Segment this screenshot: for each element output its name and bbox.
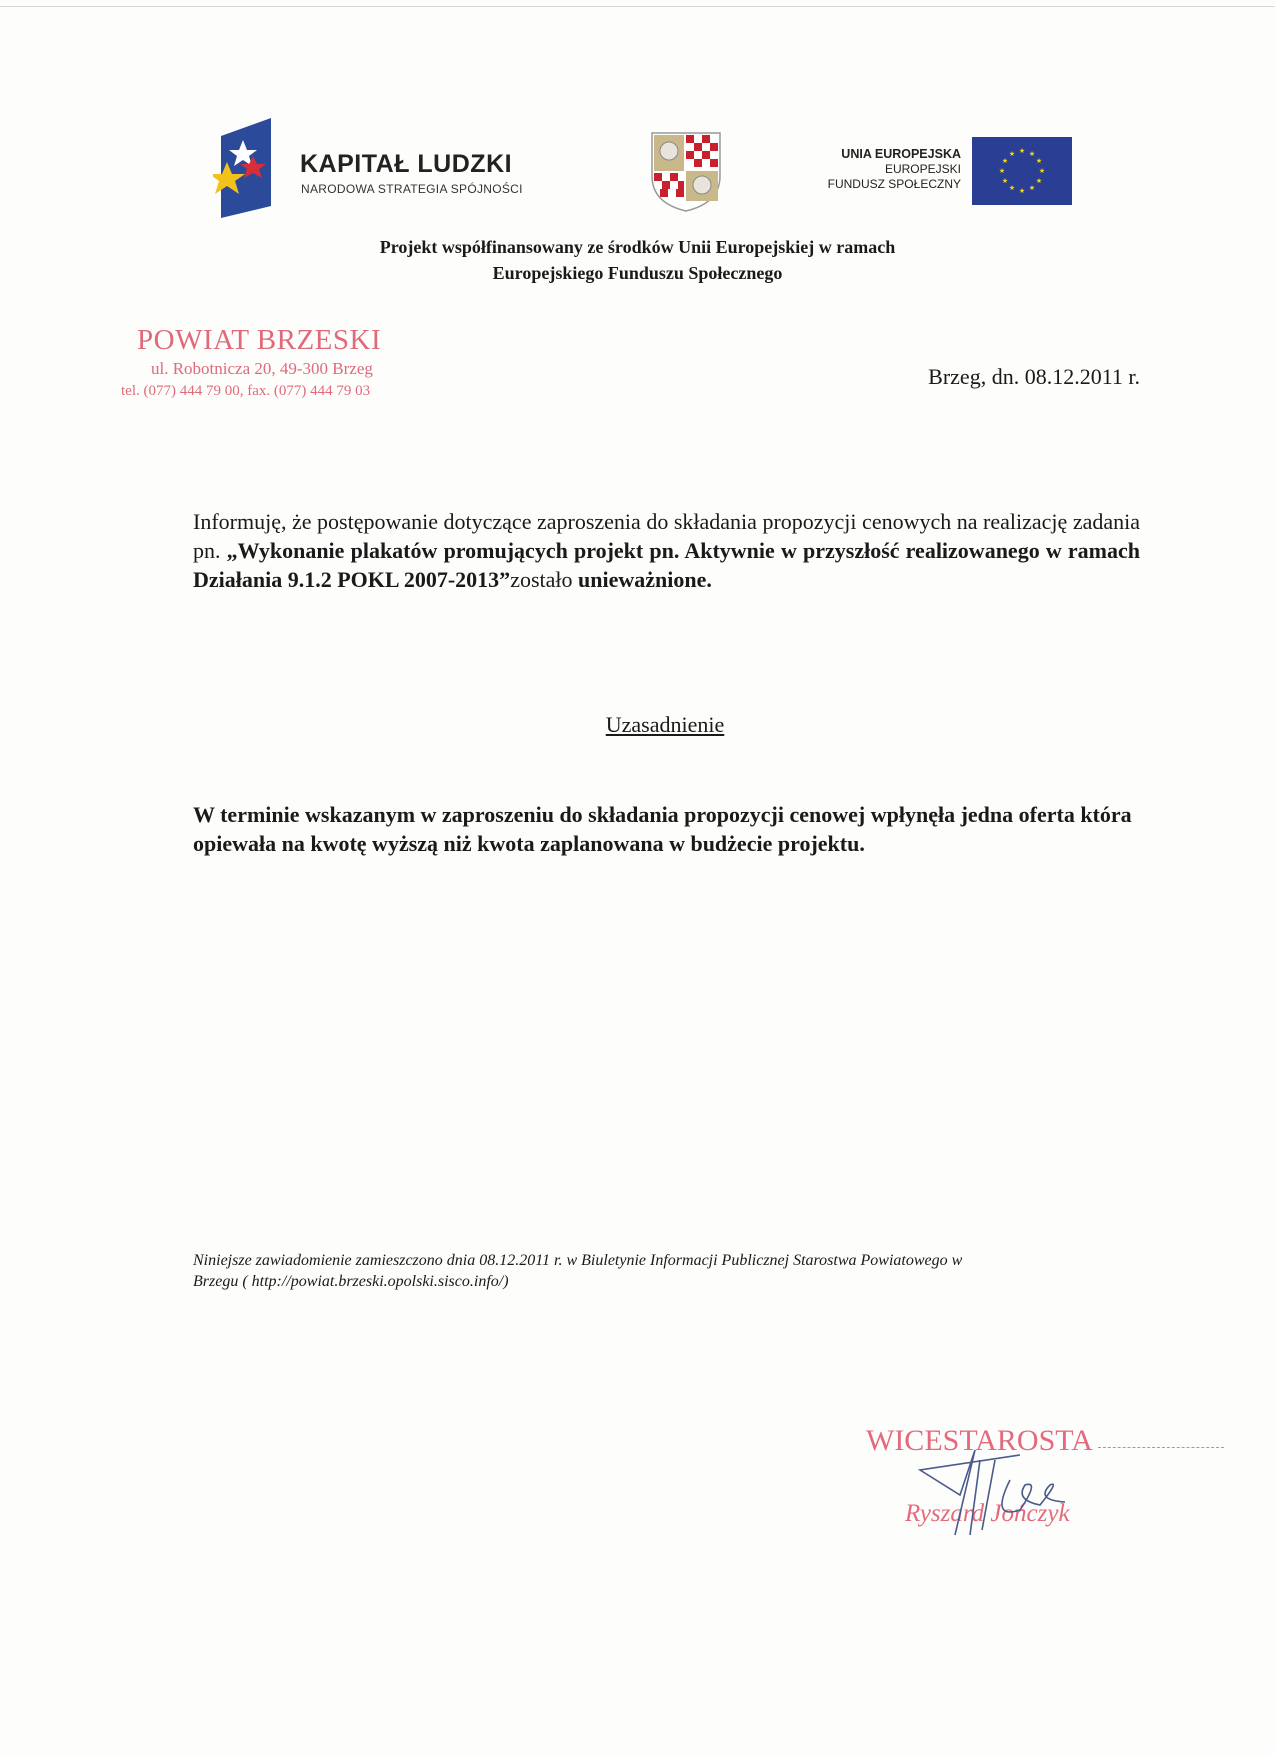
eu-flag <box>972 137 1072 205</box>
svg-text:★: ★ <box>1038 167 1046 175</box>
svg-text:★: ★ <box>1028 150 1036 158</box>
scan-edge <box>0 6 1275 7</box>
publication-line-1: Niniejsze zawiadomienie zamieszczono dnia 08.12.2011 r. w Biuletynie Informacji Publicznej Starostwa Powiatowego w <box>193 1252 963 1269</box>
kapital-ludzki-title: KAPITAŁ LUDZKI <box>300 150 513 178</box>
signature-line <box>1098 1447 1224 1448</box>
stamp-phone: tel. (077) 444 79 00, fax. (077) 444 79 03 <box>121 383 371 399</box>
svg-text:★: ★ <box>1001 157 1009 165</box>
notice-intro: Informuję, że postępowanie dotyczące zaproszenia do składania propozycji cenowych na realizację zadania pn. <box>193 509 1140 563</box>
stamp-name: POWIAT BRZESKI <box>137 324 382 356</box>
stamp-address: ul. Robotnicza 20, 49-300 Brzeg <box>151 359 373 378</box>
publication-note <box>193 1250 1113 1292</box>
publication-line-2: Brzegu ( http://powiat.brzeski.opolski.sisco.info/) <box>193 1273 509 1290</box>
svg-text:★: ★ <box>1035 157 1043 165</box>
notice-result: unieważnione. <box>578 567 712 592</box>
eu-line-2: EUROPEJSKI <box>884 162 961 176</box>
svg-text:★: ★ <box>998 167 1006 175</box>
handwritten-signature <box>900 1440 1100 1540</box>
office-stamp <box>121 324 382 400</box>
project-line-1: Projekt współfinansowany ze środków Unii Europejskiej w ramach <box>379 237 896 257</box>
eu-text <box>828 147 961 192</box>
justification-text: W terminie wskazanym w zaproszeniu do składania propozycji cenowej wpłynęła jedna oferta która opiewała na kwotę wyższą niż kwota zaplanowana w budżecie projektu. <box>193 802 1132 856</box>
svg-text:★: ★ <box>1028 184 1036 192</box>
kapital-ludzki-subtitle: NARODOWA STRATEGIA SPÓJNOŚCI <box>301 182 523 196</box>
project-cofinancing-note <box>0 234 1275 286</box>
svg-text:★: ★ <box>1018 147 1026 155</box>
project-line-2: Europejskiego Funduszu Społecznego <box>492 263 783 283</box>
powiat-crest <box>650 131 722 213</box>
kapital-ludzki-logo <box>213 118 273 218</box>
svg-text:★: ★ <box>1035 177 1043 185</box>
notice-tail: zostało <box>510 567 579 592</box>
svg-text:★: ★ <box>1018 187 1026 195</box>
eu-line-1: UNIA EUROPEJSKA <box>841 147 961 161</box>
task-name: „Wykonanie plakatów promujących projekt pn. Aktywnie w przyszłość realizowanego w ramach Działania 9.1.2 POKL 2007-2013” <box>193 538 1141 592</box>
signatory-name-stamp: Ryszard Jończyk <box>905 1500 1070 1527</box>
svg-text:★: ★ <box>1008 184 1016 192</box>
document-date: Brzeg, dn. 08.12.2011 r. <box>928 364 1140 389</box>
eu-line-3: FUNDUSZ SPOŁECZNY <box>827 177 961 191</box>
justification-heading: Uzasadnienie <box>605 712 725 737</box>
signatory-title-stamp: WICESTAROSTA <box>866 1424 1093 1457</box>
svg-text:★: ★ <box>1001 177 1009 185</box>
notice-paragraph <box>193 507 1140 594</box>
svg-text:★: ★ <box>1008 150 1016 158</box>
